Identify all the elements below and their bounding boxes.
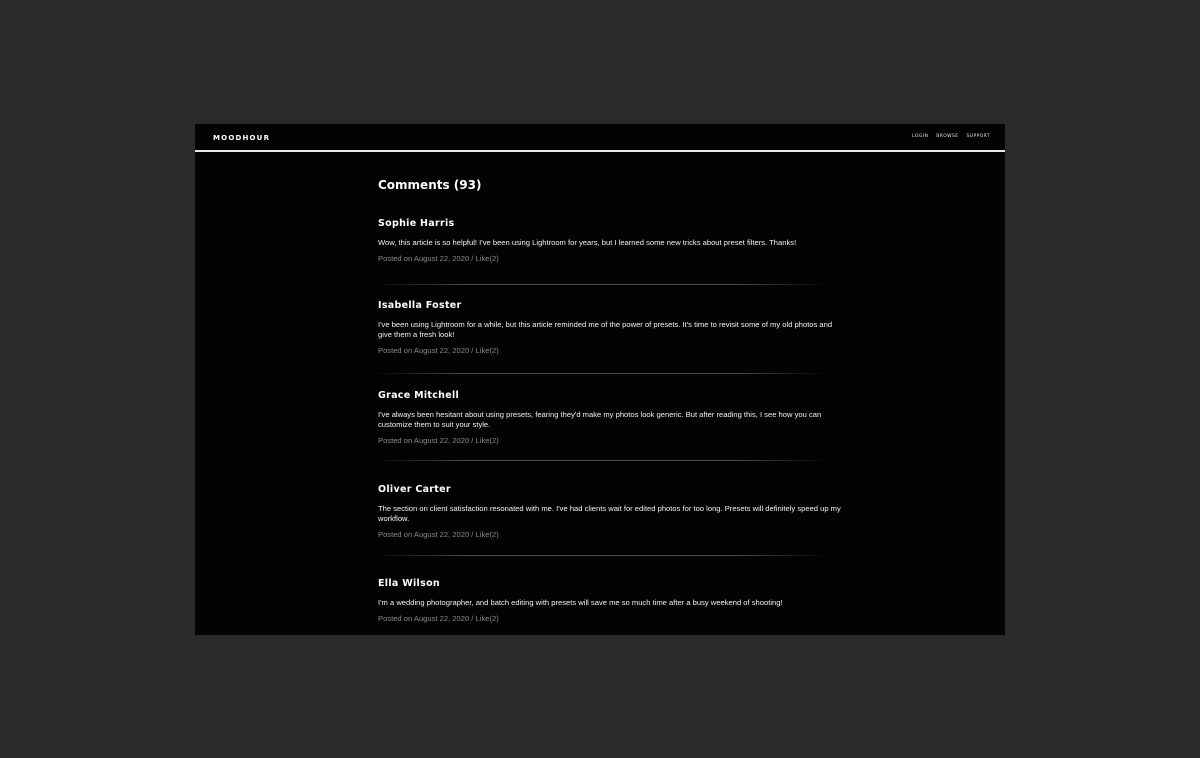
comment-date: Posted on August 22, 2020 /	[378, 254, 474, 263]
comment-meta	[378, 530, 846, 540]
site-logo[interactable]: MOODHOUR	[213, 134, 271, 142]
comment-author: Grace Mitchell	[378, 390, 460, 401]
nav-support-link[interactable]: SUPPORT	[966, 134, 990, 139]
comment-author: Ella Wilson	[378, 578, 440, 589]
comment-item	[378, 300, 846, 356]
comment-item	[378, 390, 846, 446]
comment-divider	[373, 373, 828, 374]
comment-divider	[373, 284, 828, 285]
comment-item	[378, 218, 846, 264]
browser-page	[195, 124, 1005, 635]
comment-date: Posted on August 22, 2020 /	[378, 346, 474, 355]
like-button[interactable]: Like(2)	[475, 530, 499, 539]
comments-heading: Comments (93)	[378, 178, 482, 192]
nav-login-link[interactable]: LOGIN	[912, 134, 929, 139]
comment-author: Oliver Carter	[378, 484, 451, 495]
comment-date: Posted on August 22, 2020 /	[378, 436, 474, 445]
comment-author: Isabella Foster	[378, 300, 462, 311]
comment-meta	[378, 614, 846, 624]
like-button[interactable]: Like(2)	[475, 254, 499, 263]
nav-links	[912, 134, 990, 139]
comment-date: Posted on August 22, 2020 /	[378, 614, 474, 623]
comment-meta	[378, 346, 846, 356]
like-button[interactable]: Like(2)	[475, 436, 499, 445]
nav-browse-link[interactable]: BROWSE	[936, 134, 959, 139]
comment-text: Wow, this article is so helpful! I've been using Lightroom for years, but I learned some new tricks about preset filters. Thanks!	[378, 238, 797, 247]
comment-divider	[373, 460, 828, 461]
comment-item	[378, 578, 846, 624]
comment-author: Sophie Harris	[378, 218, 455, 229]
comment-text: I've been using Lightroom for a while, but this article reminded me of the power of presets. It's time to revisit some of my old photos and give them a fresh look!	[378, 320, 833, 339]
comment-meta	[378, 254, 846, 264]
comment-date: Posted on August 22, 2020 /	[378, 530, 474, 539]
comment-text: I've always been hesitant about using presets, fearing they'd make my photos look generic. But after reading this, I see how you can customize them to suit your style.	[378, 410, 822, 429]
comment-item	[378, 484, 846, 540]
comment-divider	[373, 555, 828, 556]
comment-text: I'm a wedding photographer, and batch editing with presets will save me so much time after a busy weekend of shooting!	[378, 598, 783, 607]
top-navbar	[195, 124, 1005, 152]
comment-text: The section on client satisfaction resonated with me. I've had clients wait for edited photos for too long. Presets will definitely speed up my workflow.	[378, 504, 841, 523]
like-button[interactable]: Like(2)	[475, 346, 499, 355]
comment-meta	[378, 436, 846, 446]
like-button[interactable]: Like(2)	[475, 614, 499, 623]
